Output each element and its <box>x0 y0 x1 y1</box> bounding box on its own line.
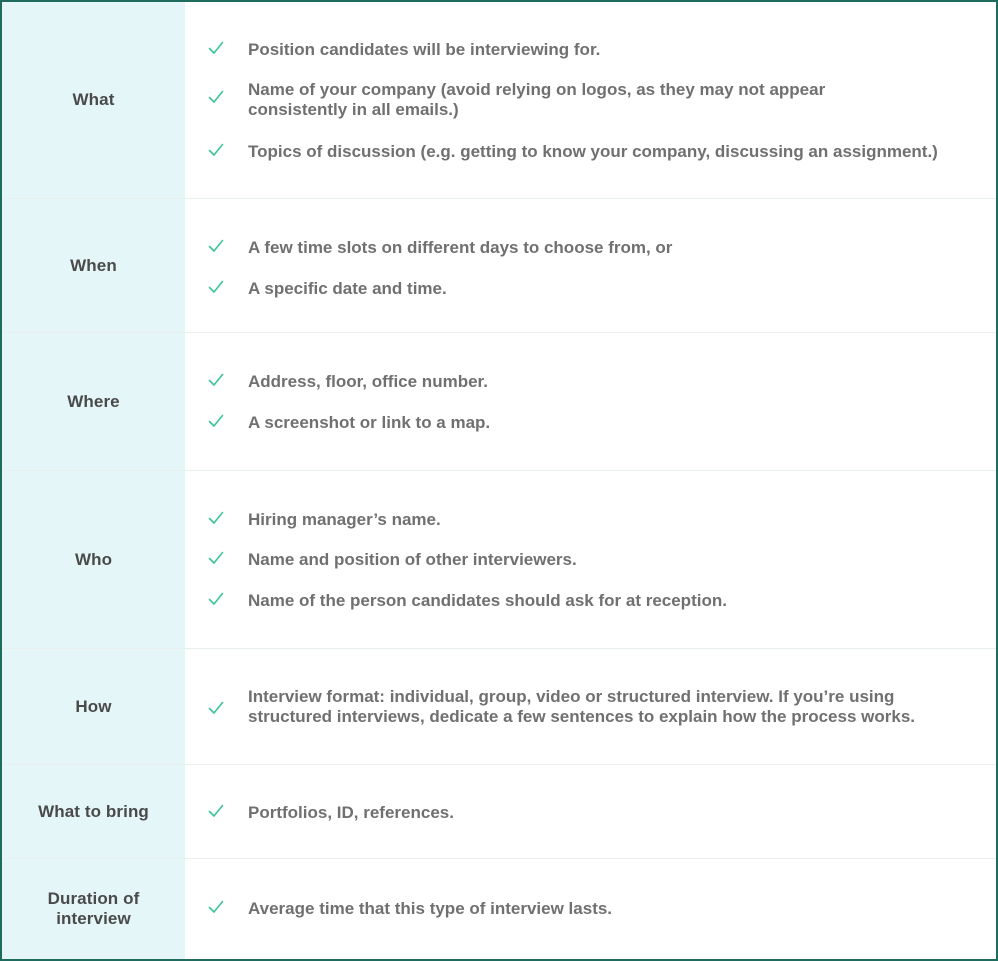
check-icon <box>208 40 224 56</box>
list-item <box>208 899 976 918</box>
check-icon <box>208 550 224 566</box>
row-label: When <box>70 255 117 275</box>
row-label-cell <box>2 649 185 764</box>
list-item-text: A specific date and time. <box>248 279 447 298</box>
row-label: How <box>75 696 112 716</box>
list-item-text: Position candidates will be interviewing for. <box>248 40 601 59</box>
check-icon <box>208 89 224 105</box>
list-item-text: Interview format: individual, group, video or structured interview. If you’re using structured interviews, dedicate a few sentences to explain how the process works. <box>248 687 915 726</box>
check-icon <box>208 899 224 915</box>
list-item-text: Portfolios, ID, references. <box>248 803 454 822</box>
row-duration <box>2 859 996 959</box>
row-label-cell <box>2 199 185 332</box>
check-icon <box>208 591 224 607</box>
list-item <box>208 413 976 432</box>
check-icon <box>208 700 224 716</box>
check-icon <box>208 238 224 254</box>
checklist-table <box>2 2 996 959</box>
row-what-to-bring <box>2 765 996 859</box>
row-where <box>2 333 996 471</box>
list-item-text: Address, floor, office number. <box>248 372 488 391</box>
list-item <box>208 80 976 119</box>
list-item <box>208 279 976 298</box>
list-item-text: Topics of discussion (e.g. getting to know your company, discussing an assignment.) <box>248 142 938 161</box>
row-label-cell <box>2 333 185 470</box>
row-who <box>2 471 996 649</box>
list-item-text: A screenshot or link to a map. <box>248 413 491 432</box>
list-item <box>208 40 976 59</box>
check-icon <box>208 510 224 526</box>
list-item-text: Name and position of other interviewers. <box>248 550 577 569</box>
row-how <box>2 649 996 765</box>
list-item <box>208 372 976 391</box>
row-label-cell <box>2 471 185 648</box>
check-icon <box>208 372 224 388</box>
list-item <box>208 550 976 569</box>
row-label-cell <box>2 2 185 198</box>
list-item <box>208 591 976 610</box>
check-icon <box>208 142 224 158</box>
list-item-text: Name of your company (avoid relying on logos, as they may not appear consistently in all emails.) <box>248 80 826 119</box>
list-item <box>208 687 976 726</box>
check-icon <box>208 803 224 819</box>
row-label: Who <box>74 549 113 569</box>
list-item-text: Average time that this type of interview lasts. <box>248 899 613 918</box>
list-item-text: Name of the person candidates should ask for at reception. <box>248 591 727 610</box>
row-label: Where <box>67 391 120 411</box>
list-item-text: Hiring manager’s name. <box>248 510 441 529</box>
row-label-cell <box>2 859 185 959</box>
check-icon <box>208 279 224 295</box>
row-when <box>2 199 996 333</box>
list-item <box>208 142 976 161</box>
row-label: What to bring <box>38 801 149 821</box>
row-what <box>2 2 996 199</box>
list-item-text: A few time slots on different days to choose from, or <box>248 238 673 257</box>
list-item <box>208 803 976 822</box>
row-label-cell <box>2 765 185 858</box>
check-icon <box>208 413 224 429</box>
list-item <box>208 238 976 257</box>
row-label: Duration of interview <box>47 889 140 928</box>
list-item <box>208 510 976 529</box>
row-label: What <box>72 90 115 109</box>
